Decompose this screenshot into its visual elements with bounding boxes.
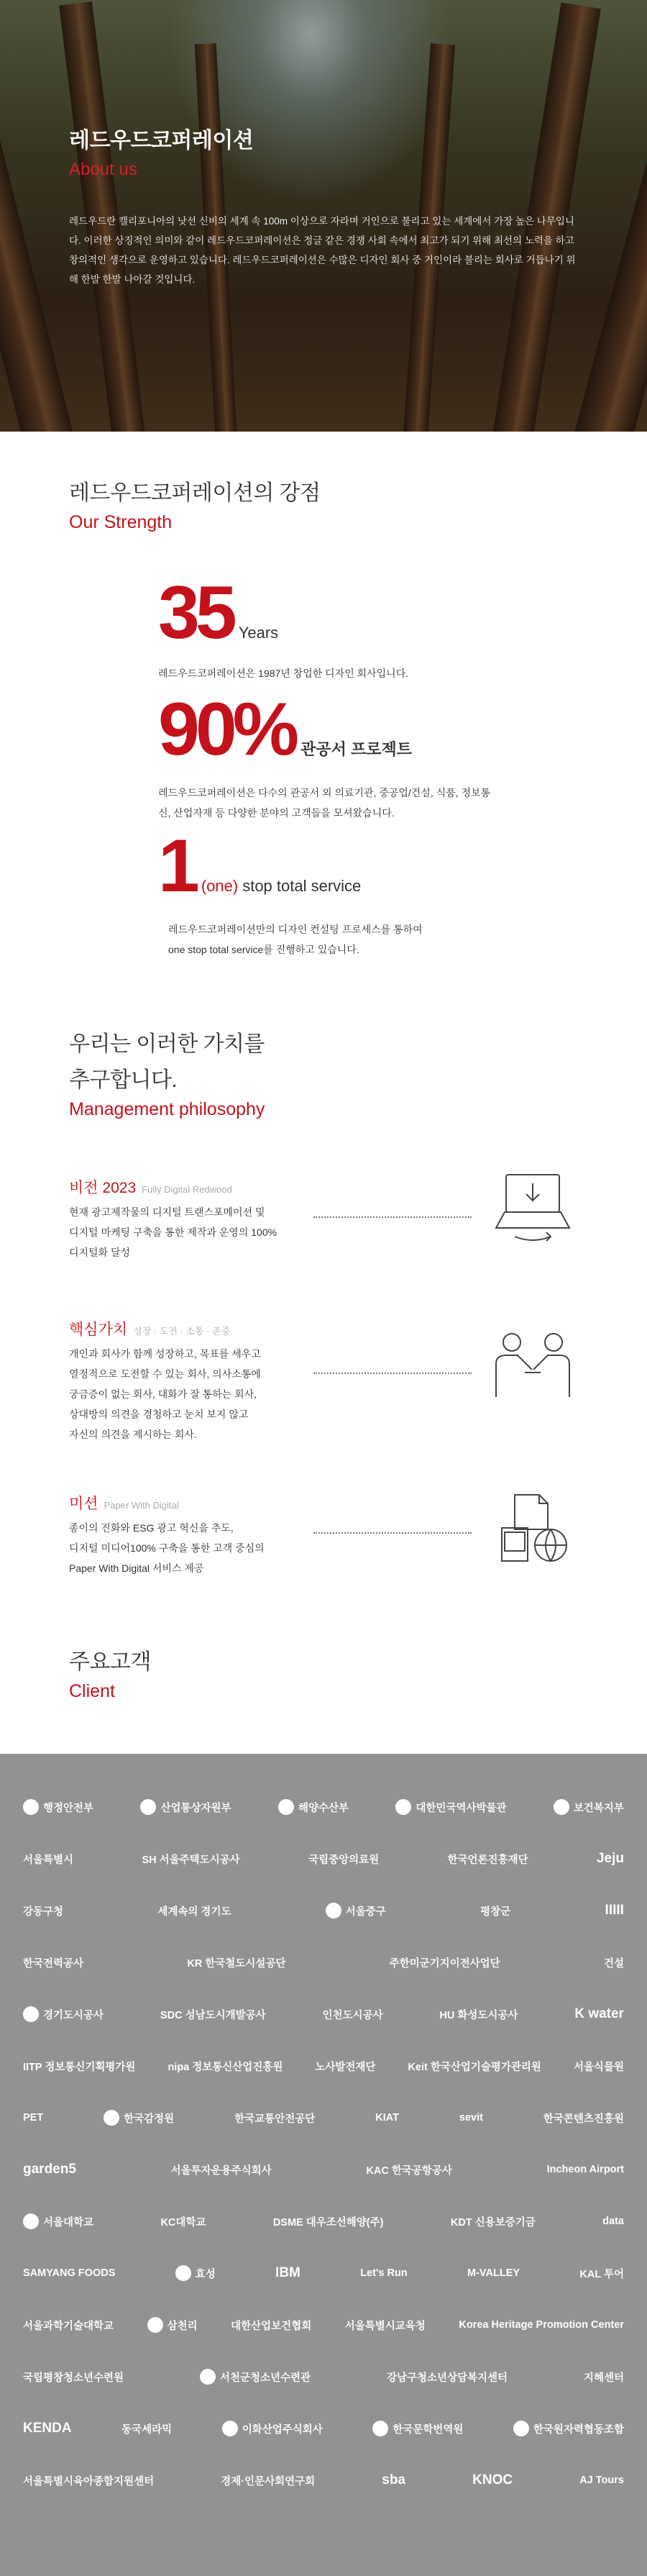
handshake-icon [486, 1328, 579, 1407]
stat-description: 레드우드코퍼레이션은 다수의 관공서 외 의료기관, 중공업/건설, 식품, 정보통신, 산업자재 등 다양한 분야의 고객들을 모셔왔습니다. [158, 787, 491, 819]
client-logo: 서천군청소년수련관 [200, 2369, 311, 2385]
core-values-en: 성장 · 도전 · 소통 · 존중 [133, 1326, 231, 1337]
hero-subtitle: About us [69, 160, 137, 179]
client-logo: KENDA [23, 2421, 72, 2436]
client-logo: SAMYANG FOODS [23, 2267, 116, 2279]
client-row [23, 2092, 624, 2144]
philosophy-section [0, 978, 647, 1593]
client-logo: 노사발전재단 [315, 2061, 376, 2073]
client-logo: KR 한국철도시설공단 [187, 1957, 286, 1970]
client-logo: M-VALLEY [467, 2267, 520, 2279]
client-row [23, 2040, 624, 2092]
client-logo: 서울특별시 [23, 1854, 74, 1866]
client-logo: KIAT [375, 2112, 399, 2124]
strength-section [0, 432, 647, 978]
client-row [23, 2454, 624, 2506]
client-logo: Incheon Airport [546, 2164, 624, 2175]
client-row [23, 2144, 624, 2195]
client-logo: 강동구청 [23, 1906, 64, 1918]
client-logo: sevit [459, 2112, 483, 2124]
client-logo: 행정안전부 [23, 1799, 93, 1815]
client-logo: 인천도시공사 [322, 2009, 383, 2021]
client-title: 주요고객 [69, 1650, 151, 1674]
client-logo: 지혜센터 [583, 2372, 624, 2384]
client-row [23, 1885, 624, 1936]
client-logo: KAL 투어 [579, 2268, 624, 2280]
client-logo: 한국언론진흥재단 [447, 1854, 528, 1866]
mission-line: 종이의 진화와 ESG 광고 혁신을 추도, [69, 1522, 234, 1534]
client-logo: 삼천리 [147, 2317, 198, 2333]
client-logo: 주한미군기지이전사업단 [389, 1957, 500, 1970]
client-logo: AJ Tours [579, 2475, 624, 2486]
client-logo: 효성 [175, 2265, 216, 2281]
core-values-line: 궁금증이 없는 회사, 대화가 잘 통하는 회사, [69, 1388, 257, 1400]
paper-globe-icon [486, 1489, 579, 1568]
client-logo: 서울특별시교육청 [344, 2320, 426, 2332]
client-row [23, 1988, 624, 2040]
client-logo: 이화산업주식회사 [222, 2421, 323, 2436]
philosophy-title-line2: 추구합니다. [69, 1068, 178, 1092]
client-logo: 건설 [603, 1957, 624, 1970]
client-logo: 산업통상자원부 [140, 1799, 231, 1815]
client-row [23, 2299, 624, 2351]
philosophy-title-line1: 우리는 이러한 가치를 [69, 1032, 265, 1056]
stat-public-projects [158, 688, 496, 823]
client-logo: 평창군 [480, 1906, 511, 1918]
client-logo: Jeju [596, 1851, 624, 1866]
stat-one-stop [158, 824, 423, 960]
core-values-label: 핵심가치 [69, 1321, 128, 1338]
vision-line: 디지털 마케팅 구축을 통한 제작과 운영의 100% [69, 1226, 277, 1238]
client-logo: 세계속의 경기도 [157, 1906, 231, 1918]
client-logo: sba [382, 2472, 405, 2488]
vision-label: 비전 2023 [69, 1180, 137, 1196]
mission-line: Paper With Digital 서비스 제공 [69, 1562, 204, 1574]
strength-subtitle: Our Strength [69, 512, 173, 532]
client-logo: K water [574, 2006, 624, 2021]
client-logo: Let's Run [360, 2267, 408, 2279]
client-logo: KAC 한국공항공사 [366, 2165, 452, 2177]
core-values-line: 개인과 회사가 함께 성장하고, 목표를 세우고 [69, 1348, 261, 1360]
hero-section [0, 0, 647, 432]
vision-en: Fully Digital Redwood [142, 1184, 232, 1195]
philosophy-subtitle: Management philosophy [69, 1099, 265, 1119]
core-values-line: 자신의 의견을 제시하는 회사. [69, 1429, 197, 1440]
hero-content [69, 122, 579, 289]
client-logo: 강남구청소년상담복지센터 [386, 2372, 508, 2384]
client-logo: KC대학교 [160, 2216, 206, 2229]
client-logo-grid [0, 1754, 647, 2576]
client-logo: 한국감정원 [104, 2110, 174, 2126]
client-logo: 국립중앙의료원 [308, 1854, 380, 1866]
philosophy-mission [69, 1492, 587, 1578]
client-logo: 한국교통안전공단 [234, 2113, 316, 2125]
client-logo: 서울중구 [326, 1903, 386, 1919]
hero-title: 레드우드코퍼레이션 [69, 129, 254, 153]
client-section [0, 1593, 647, 2576]
stat-suffix: Years [238, 624, 279, 642]
stat-number: 1 [158, 824, 196, 908]
client-logo: SDC 성남도시개발공사 [160, 2009, 266, 2021]
mission-label: 미션 [69, 1496, 98, 1512]
client-logo: Keit 한국산업기술평가관리원 [408, 2061, 541, 2073]
client-logo: IIIII [605, 1903, 624, 1918]
client-row [23, 1833, 624, 1885]
client-logo: 경기도시공사 [23, 2006, 104, 2022]
client-logo: 보건복지부 [554, 1799, 624, 1815]
core-values-line: 열정적으로 도전할 수 있는 회사, 의사소통에 [69, 1368, 261, 1380]
laptop-icon [486, 1168, 579, 1247]
client-logo: PET [23, 2112, 44, 2124]
stat-number: 90% [158, 688, 295, 771]
client-logo: 국립평창청소년수련원 [23, 2372, 124, 2384]
stat-description-line2: one stop total service를 진행하고 있습니다. [168, 944, 359, 955]
client-logo: 한국전력공사 [23, 1957, 84, 1970]
client-logo: 서울대학교 [23, 2213, 93, 2229]
client-logo: 대한민국역사박물관 [395, 1799, 506, 1815]
client-logo: nipa 정보통신산업진흥원 [168, 2061, 283, 2073]
client-logo: 한국원자력협동조합 [513, 2421, 624, 2436]
client-logo: 한국문학번역원 [372, 2421, 463, 2436]
client-logo: IITP 정보통신기획평가원 [23, 2061, 136, 2073]
client-logo: IBM [275, 2265, 300, 2280]
client-logo: data [602, 2216, 624, 2227]
philosophy-vision [69, 1176, 587, 1262]
client-logo: 서울특별시육아종합지원센터 [23, 2475, 155, 2488]
client-logo: 동국세라믹 [121, 2423, 173, 2436]
stat-suffix: 관공서 프로젝트 [300, 740, 413, 758]
client-logo: Korea Heritage Promotion Center [459, 2319, 624, 2331]
client-logo: KNOC [472, 2472, 513, 2488]
client-logo: 한국콘텐츠진흥원 [543, 2113, 624, 2125]
stat-description-line1: 레드우드코퍼레이션만의 디자인 컨설팅 프로세스를 통하여 [168, 924, 423, 935]
client-logo: HU 화성도시공사 [439, 2009, 518, 2021]
client-logo: 대한산업보건협회 [231, 2320, 312, 2332]
client-row [23, 2247, 624, 2299]
client-row [23, 1781, 624, 1833]
client-logo: 서울과학기술대학교 [23, 2320, 114, 2332]
client-row [23, 1936, 624, 1988]
core-values-line: 상대방의 의견을 경청하고 눈치 보지 않고 [69, 1408, 249, 1420]
stat-years [158, 571, 409, 683]
client-logo: 해양수산부 [278, 1799, 349, 1815]
hero-description: 레드우드란 캘리포니아의 낫선 신비의 세계 속 100m 이상으로 자라며 거인으로 불리고 있는 세계에서 가장 높은 나무입니다. 이러한 상징적인 의미와 같이 레드우드코퍼레이션은 정글 같은 경쟁 사회 속에서 최고가 되기 위해 최선의 노력을 하고 창의적인 생각으로 운영하고 있습니다. 레드우드코퍼레이션은 수많은 디자인 회사 중 거인이라 불리는 회사로 거듭나기 위해 한발 한발 나아갈 것입니다. [69, 216, 576, 285]
vision-line: 현재 광고제작물의 디지털 트랜스포메이션 및 [69, 1206, 265, 1218]
client-subtitle: Client [69, 1681, 115, 1701]
mission-line: 디지털 미디어100% 구축을 통한 고객 중심의 [69, 1542, 265, 1554]
client-logo: 서울식물원 [573, 2061, 624, 2073]
mission-en: Paper With Digital [104, 1500, 179, 1511]
client-logo: garden5 [23, 2162, 76, 2177]
strength-title: 레드우드코퍼레이션의 강점 [69, 481, 321, 505]
stat-number: 35 [158, 571, 233, 655]
client-row [23, 2403, 624, 2454]
client-row [23, 2351, 624, 2403]
vision-line: 디지털화 달성 [69, 1247, 131, 1258]
stat-suffix-red: (one) [201, 877, 239, 895]
philosophy-core-values [69, 1318, 587, 1444]
client-row [23, 2195, 624, 2247]
client-logo: SH 서울주택도시공사 [142, 1854, 240, 1866]
client-logo: KDT 신용보증기금 [450, 2216, 536, 2229]
client-logo: 경제·인문사회연구회 [221, 2475, 316, 2488]
stat-suffix: stop total service [242, 877, 362, 895]
stat-description: 레드우드코퍼레이션은 1987년 창업한 디자인 회사입니다. [158, 668, 409, 679]
client-logo: 서울투자운용주식회사 [170, 2165, 272, 2177]
client-logo: DSME 대우조선해양(주) [272, 2216, 384, 2229]
